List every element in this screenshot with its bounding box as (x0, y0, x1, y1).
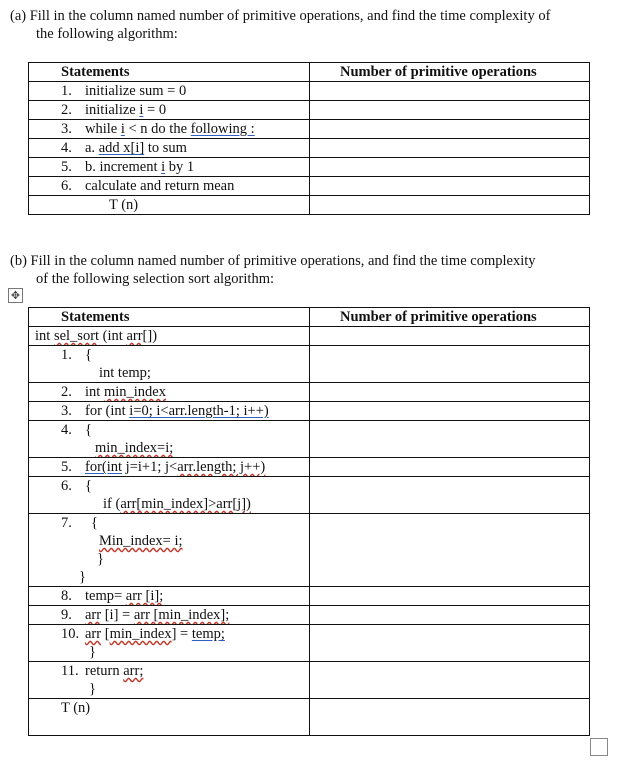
statement-text: by 1 (165, 159, 195, 175)
table-a-header-ops: Number of primitive operations (310, 63, 590, 82)
ops-cell[interactable] (310, 402, 590, 421)
statement-text: b. increment (85, 159, 162, 175)
ops-cell[interactable] (310, 158, 590, 177)
row-number: 5. (61, 159, 72, 175)
row-number: 2. (61, 384, 72, 400)
code-text: arr.length; j++) (177, 459, 266, 475)
code-text: min_index (109, 626, 172, 642)
row-number: 7. (61, 515, 72, 531)
row-number: 5. (61, 459, 72, 475)
question-b (10, 252, 616, 288)
resize-box-icon[interactable] (590, 738, 608, 756)
row-number: 3. (61, 121, 72, 137)
table-b-header-ops: Number of primitive operations (310, 308, 590, 327)
statement-underlined: following : (190, 121, 255, 137)
code-text: []) (142, 328, 158, 344)
code-text: arr [min_index]; (133, 607, 230, 623)
code-text: return (85, 663, 124, 679)
ops-cell[interactable] (310, 421, 590, 458)
table-row (29, 177, 590, 196)
code-text: [i] = (101, 607, 134, 623)
ops-cell[interactable] (310, 458, 590, 477)
question-a-line1: (a) Fill in the column named number of primitive operations, and find the time complexity of (10, 8, 551, 24)
table-row (29, 587, 590, 606)
ops-cell[interactable] (310, 82, 590, 101)
total-label: T (n) (61, 700, 91, 716)
row-number: 3. (61, 403, 72, 419)
code-text: } (89, 681, 96, 697)
table-b-header-statements: Statements (29, 308, 310, 327)
table-a (28, 62, 590, 215)
table-row-total (29, 699, 590, 736)
table-row (29, 327, 590, 346)
table-row (29, 662, 590, 699)
statement-text: < n do the (124, 121, 191, 137)
table-a-header-statements: Statements (29, 63, 310, 82)
row-number: 8. (61, 588, 72, 604)
row-number: 9. (61, 607, 72, 623)
row-number: 6. (61, 478, 72, 494)
code-text: ] = (171, 626, 192, 642)
code-text: int (35, 328, 54, 344)
ops-cell[interactable] (310, 606, 590, 625)
total-label: T (n) (109, 197, 139, 213)
table-row (29, 120, 590, 139)
code-text: arr (126, 328, 143, 344)
code-text: for (int (85, 403, 130, 419)
statement-underlined: add x[i] (98, 140, 145, 156)
row-number: 11. (61, 663, 79, 679)
table-row-total (29, 196, 590, 215)
move-arrows-icon[interactable]: ✥ (8, 288, 23, 303)
row-number: 10. (61, 626, 80, 642)
code-text: (int (99, 328, 127, 344)
table-row (29, 346, 590, 383)
statement-text: to sum (144, 140, 187, 156)
code-text: { (85, 422, 92, 438)
statement-var: i (161, 159, 166, 175)
ops-cell[interactable] (310, 625, 590, 662)
code-text: { (85, 347, 92, 363)
table-row (29, 158, 590, 177)
question-b-line2: of the following selection sort algorithm: (36, 271, 274, 287)
row-number: 4. (61, 140, 72, 156)
code-text: { (85, 478, 92, 494)
table-b (28, 307, 590, 736)
ops-cell-total[interactable] (310, 699, 590, 736)
ops-cell[interactable] (310, 120, 590, 139)
table-row (29, 514, 590, 587)
code-text: int temp; (99, 365, 151, 381)
ops-cell[interactable] (310, 177, 590, 196)
row-number: 1. (61, 347, 72, 363)
code-text: arr (85, 626, 102, 642)
code-text: j=i+1; j< (122, 459, 178, 475)
ops-cell[interactable] (310, 662, 590, 699)
ops-cell-total[interactable] (310, 196, 590, 215)
table-row (29, 383, 590, 402)
code-text: arr; (123, 663, 144, 679)
code-text: i=0; i<arr.length-1; i++) (129, 403, 269, 419)
ops-cell[interactable] (310, 514, 590, 587)
code-text: temp= (85, 588, 126, 604)
table-row (29, 477, 590, 514)
table-row (29, 139, 590, 158)
code-text: { (91, 515, 98, 531)
code-text: arr (85, 607, 102, 623)
statement-text: initialize sum = 0 (85, 83, 187, 99)
code-text: Min_index= i; (99, 533, 183, 549)
ops-cell[interactable] (310, 101, 590, 120)
table-row (29, 82, 590, 101)
row-number: 4. (61, 422, 72, 438)
ops-cell[interactable] (310, 139, 590, 158)
table-row (29, 458, 590, 477)
code-text: arr [i]; (125, 588, 164, 604)
code-text: temp; (191, 626, 225, 642)
row-number: 2. (61, 102, 72, 118)
code-text: [ (101, 626, 110, 642)
statement-var: i (120, 121, 125, 137)
question-b-line1: (b) Fill in the column named number of primitive operations, and find the time complexity (10, 253, 536, 269)
row-number: 1. (61, 83, 72, 99)
question-a-line2: the following algorithm: (36, 26, 178, 42)
code-text: } (89, 644, 96, 660)
ops-cell[interactable] (310, 587, 590, 606)
statement-text: a. (85, 140, 99, 156)
code-text: sel_sort (53, 328, 100, 344)
ops-cell[interactable] (310, 327, 590, 346)
code-text: int (85, 384, 104, 400)
table-row (29, 101, 590, 120)
statement-text: = 0 (143, 102, 167, 118)
statement-text: calculate and return mean (85, 178, 235, 194)
statement-text: initialize (85, 102, 140, 118)
statement-text: while (85, 121, 121, 137)
code-text: } (79, 569, 86, 585)
code-text: if ( (103, 496, 121, 512)
code-text: min_index=i; (95, 440, 174, 456)
ops-cell[interactable] (310, 477, 590, 514)
table-row (29, 606, 590, 625)
ops-cell[interactable] (310, 346, 590, 383)
code-text: for(int (85, 459, 123, 475)
table-row (29, 421, 590, 458)
table-row (29, 402, 590, 421)
statement-var: i (139, 102, 144, 118)
ops-cell[interactable] (310, 383, 590, 402)
code-text: } (97, 551, 104, 567)
question-a (10, 7, 616, 43)
code-text: arr[min_index]>arr[j]) (120, 496, 251, 512)
table-row (29, 625, 590, 662)
code-text: min_index (103, 384, 166, 400)
row-number: 6. (61, 178, 72, 194)
